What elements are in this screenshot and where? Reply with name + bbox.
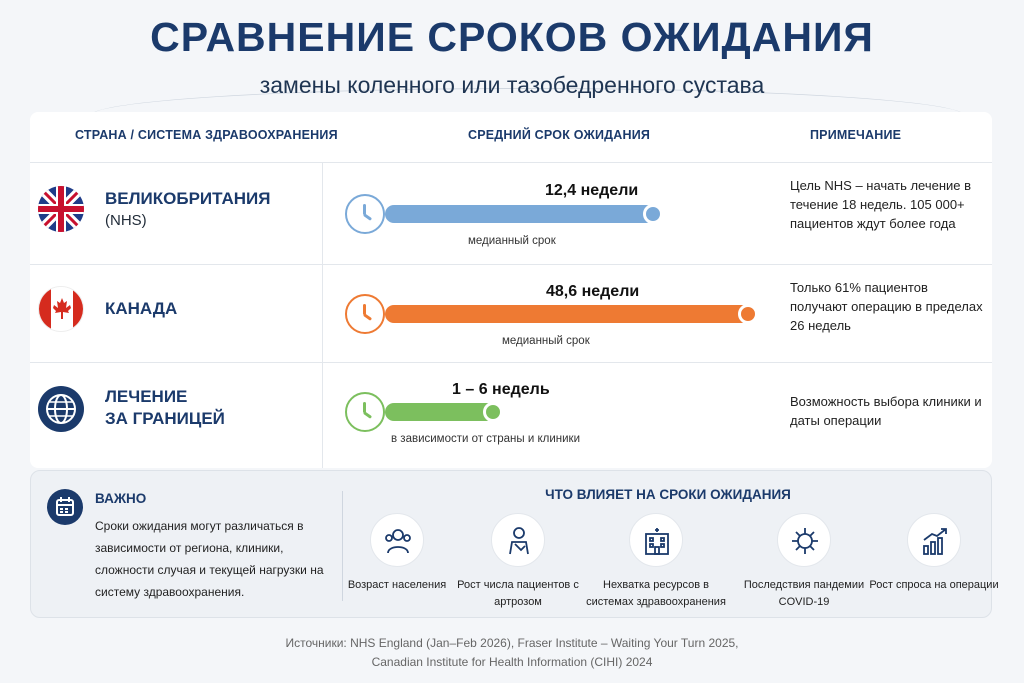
- table-row: [30, 362, 992, 468]
- wait-bar-abroad: [385, 403, 495, 421]
- column-header-note: ПРИМЕЧАНИЕ: [810, 128, 902, 142]
- factor-label: Рост числа пациентов с артрозом: [457, 579, 579, 608]
- factors-title: ЧТО ВЛИЯЕТ НА СРОКИ ОЖИДАНИЯ: [545, 487, 791, 502]
- column-header-country: СТРАНА / СИСТЕМА ЗДРАВООХРАНЕНИЯ: [75, 128, 338, 142]
- factor-item: [327, 513, 467, 594]
- source-line: Canadian Institute for Health Information (CIHI) 2024: [371, 655, 653, 669]
- row-note: Цель NHS – начать лечение в течение 18 недель. 105 000+ пациентов ждут более года: [790, 178, 972, 231]
- factor-item: [586, 513, 726, 611]
- wait-caption: медианный срок: [502, 335, 590, 347]
- growth-chart-icon: [907, 513, 961, 567]
- source-line: Источники: NHS England (Jan–Feb 2026), Fraser Institute – Waiting Your Turn 2025,: [285, 636, 739, 650]
- bar-knob: [483, 402, 503, 422]
- wait-value: 1 – 6 недель: [452, 381, 550, 398]
- canada-flag-icon: [38, 286, 84, 332]
- column-header-wait: СРЕДНИЙ СРОК ОЖИДАНИЯ: [468, 128, 651, 142]
- factor-item: [864, 513, 1004, 594]
- uk-flag-icon: [38, 186, 84, 232]
- factor-item: [734, 513, 874, 611]
- wait-caption: медианный срок: [468, 235, 556, 247]
- country-name-sub: (NHS): [105, 212, 147, 229]
- comparison-table: [30, 112, 992, 468]
- important-text: Сроки ожидания могут различаться в зависимости от региона, клиники, сложности случая и текущей нагрузки на систему здравоохранения.: [95, 519, 324, 599]
- country-name-main: ВЕЛИКОБРИТАНИЯ: [105, 189, 271, 208]
- source-note: [0, 634, 1024, 672]
- important-title: ВАЖНО: [95, 491, 147, 506]
- factor-label: Нехватка ресурсов в системах здравоохранения: [586, 579, 726, 608]
- country-name-sub: ЗА ГРАНИЦЕЙ: [105, 409, 225, 428]
- wait-caption: в зависимости от страны и клиники: [391, 433, 580, 445]
- globe-icon: [38, 386, 84, 432]
- factor-item: [448, 513, 588, 611]
- page-title: СРАВНЕНИЕ СРОКОВ ОЖИДАНИЯ: [150, 14, 874, 60]
- country-name: [105, 188, 270, 232]
- table-row: [30, 264, 992, 362]
- page-subtitle: замены коленного или тазобедренного сустава: [259, 72, 765, 98]
- factor-label: Последствия пандемии COVID-19: [743, 579, 865, 608]
- row-note: Только 61% пациентов получают операцию в пределах 26 недель: [790, 280, 983, 333]
- country-name-main: КАНАДА: [105, 299, 178, 318]
- row-note: Возможность выбора клиники и даты операции: [790, 394, 982, 428]
- bar-knob: [738, 304, 758, 324]
- country-name: [105, 298, 177, 320]
- clock-icon: [345, 392, 385, 432]
- bar-knob: [643, 204, 663, 224]
- factor-label: Возраст населения: [347, 579, 447, 591]
- clock-icon: [345, 294, 385, 334]
- wait-bar-canada: [385, 305, 750, 323]
- country-name-main: ЛЕЧЕНИЕ: [105, 387, 188, 406]
- wait-value: 48,6 недели: [546, 283, 640, 300]
- hospital-icon: [629, 513, 683, 567]
- calendar-icon: [47, 489, 83, 525]
- table-row: [30, 162, 992, 264]
- wait-value: 12,4 недели: [545, 182, 639, 199]
- clock-icon: [345, 194, 385, 234]
- info-panel: [30, 470, 999, 618]
- patient-arm-icon: [491, 513, 545, 567]
- country-name: [105, 386, 225, 430]
- wait-bar-uk: [385, 205, 655, 223]
- people-icon: [370, 513, 424, 567]
- virus-icon: [777, 513, 831, 567]
- factor-label: Рост спроса на операции: [869, 579, 999, 591]
